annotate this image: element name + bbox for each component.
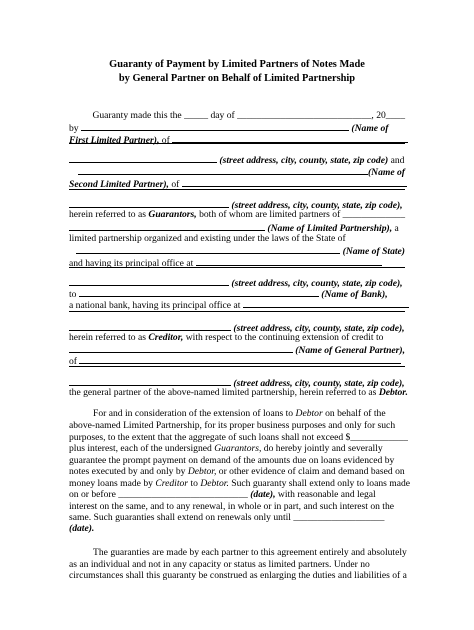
- a-word: a: [394, 223, 399, 234]
- blank-line: [182, 177, 407, 187]
- second-limited-partner-label: Second Limited Partner),: [69, 179, 169, 190]
- blank-line: [79, 354, 401, 364]
- name-of-state-label: (Name of State): [342, 246, 405, 257]
- herein-text: herein referred to as: [69, 332, 146, 343]
- blank-line-full: [69, 266, 405, 268]
- blank-line: [69, 276, 229, 286]
- blank-line: [69, 321, 231, 331]
- of-word: of: [171, 179, 180, 190]
- principal-office-text: and having its principal office at: [69, 258, 194, 269]
- name-of-lp-label: (Name of Limited Partnership),: [267, 223, 393, 234]
- para1-text: on or before ___________________________: [69, 489, 248, 500]
- para1-text: notes executed by and only by: [69, 466, 186, 477]
- blank-line-full: [69, 310, 405, 312]
- guarantors-term: Guarantors,: [214, 443, 262, 454]
- blank-line: [78, 165, 368, 175]
- blank-line: [69, 221, 265, 231]
- para1-text: do hereby jointly and severally: [263, 443, 383, 454]
- para1-line-6: [69, 466, 405, 478]
- lp-organized-line: limited partnership organized and existing under the laws of the State of: [69, 233, 346, 244]
- debtor-term: Debtor: [295, 408, 323, 419]
- of-word: of: [161, 135, 170, 146]
- blank-line: [196, 256, 382, 266]
- limited-partnership-line: [69, 221, 399, 233]
- address-label: (street address, city, county, state, zip code),: [233, 323, 405, 334]
- para1-line-9: interest on the same, and to any renewal, in whole or in part, and such interest on the: [69, 501, 395, 512]
- para2-line-2: as an individual and not in any capacity or status as limited partners. Under no: [69, 559, 370, 570]
- document-title: [0, 58, 474, 86]
- para2-line-1: The guaranties are made by each partner to this agreement entirely and absolutely: [93, 547, 407, 558]
- debtor-term: Debtor.: [378, 387, 408, 398]
- blank-line: [69, 343, 293, 353]
- para1-line-3: purposes, to the extent that the aggregate of such loans shall not exceed $____________: [69, 432, 408, 443]
- address-label: (street address, city, county, state, zip code),: [231, 200, 403, 211]
- debtor-term: Debtor.: [200, 478, 229, 489]
- para1-line-1: [93, 408, 386, 420]
- blank-line: [79, 287, 319, 297]
- blank-line-full: [69, 365, 405, 367]
- blank-line-full: [69, 188, 405, 190]
- para1-line-4: [69, 443, 383, 455]
- blank-line-full: [69, 142, 405, 144]
- by-line: [69, 121, 388, 133]
- blank-line: [69, 376, 231, 386]
- title-line-2: by General Partner on Behalf of Limited Partnership: [118, 73, 356, 84]
- national-bank-line: [69, 298, 409, 310]
- blank-line: [243, 298, 409, 308]
- para1-text: on behalf of the: [325, 408, 386, 419]
- para1-text: Such guaranty shall extend only to loans made: [231, 478, 411, 489]
- para2-line-3: circumstances shall this guaranty be construed as enlarging the duties and liabilities of a: [69, 570, 407, 581]
- address-label: (street address, city, county, state, zip code): [219, 155, 389, 166]
- title-line-1: Guaranty of Payment by Limited Partners of Notes Made: [109, 59, 365, 70]
- para1-line-8: [69, 489, 376, 501]
- of-word: of: [69, 356, 77, 367]
- creditor-term: Creditor,: [148, 332, 184, 343]
- name-of-gp-label: (Name of General Partner),: [295, 345, 405, 356]
- guarantors-term: Guarantors,: [148, 209, 197, 220]
- address-label: (street address, city, county, state, zip code),: [231, 278, 403, 289]
- to-word: to: [69, 289, 77, 300]
- para1-line-2: above-named Limited Partnership, for its proper business purposes and only for such: [69, 420, 396, 431]
- name-of-label: (Name of: [367, 167, 405, 178]
- credit-extension-text: with respect to the continuing extension of credit to: [185, 332, 384, 343]
- and-word: and: [390, 155, 405, 166]
- blank-line: [81, 121, 349, 131]
- para1-text: or other evidence of claim and demand based on: [218, 466, 405, 477]
- para1-text: For and in consideration of the extension of loans to: [93, 408, 294, 419]
- para1-line-5: guarantee the prompt payment on demand of the amounts due on loans evidenced by: [69, 455, 395, 466]
- guaranty-made-line: Guaranty made this the _____ day of ____________________________, 20____: [92, 110, 405, 121]
- state-line: [76, 244, 405, 256]
- first-limited-partner-label: First Limited Partner),: [69, 135, 160, 146]
- blank-line: [76, 244, 340, 254]
- debtor-term: Debtor,: [187, 466, 217, 477]
- date-label: (date),: [250, 489, 276, 500]
- national-bank-text: a national bank, having its principal office at: [69, 300, 241, 311]
- para1-text: plus interest, each of the undersigned: [69, 443, 212, 454]
- herein-text: herein referred to as: [69, 209, 146, 220]
- address-line-1: [69, 153, 404, 165]
- para1-line-10: same. Such guaranties shall extend on renewals only until ___________________: [69, 512, 385, 523]
- para1-line-11: (date).: [69, 523, 95, 534]
- para1-text: with reasonable and legal: [277, 489, 376, 500]
- limited-partners-text: both of whom are limited partners of _____________: [199, 209, 406, 220]
- guarantors-line: [69, 209, 405, 221]
- blank-line: [69, 198, 229, 208]
- debtor-line: [69, 387, 408, 399]
- by-word: by: [69, 123, 79, 134]
- address-label: (street address, city, county, state, zip code),: [233, 378, 405, 389]
- para1-text: money loans made by: [69, 478, 153, 489]
- creditor-term: Creditor: [155, 478, 189, 489]
- blank-line: [69, 153, 217, 163]
- name-of-line-2: [78, 165, 405, 177]
- para1-text: to: [190, 478, 198, 489]
- general-partner-text: the general partner of the above-named limited partnership, herein referred to as: [69, 387, 377, 398]
- name-of-label: (Name of: [351, 123, 389, 134]
- name-of-bank-label: (Name of Bank),: [321, 289, 388, 300]
